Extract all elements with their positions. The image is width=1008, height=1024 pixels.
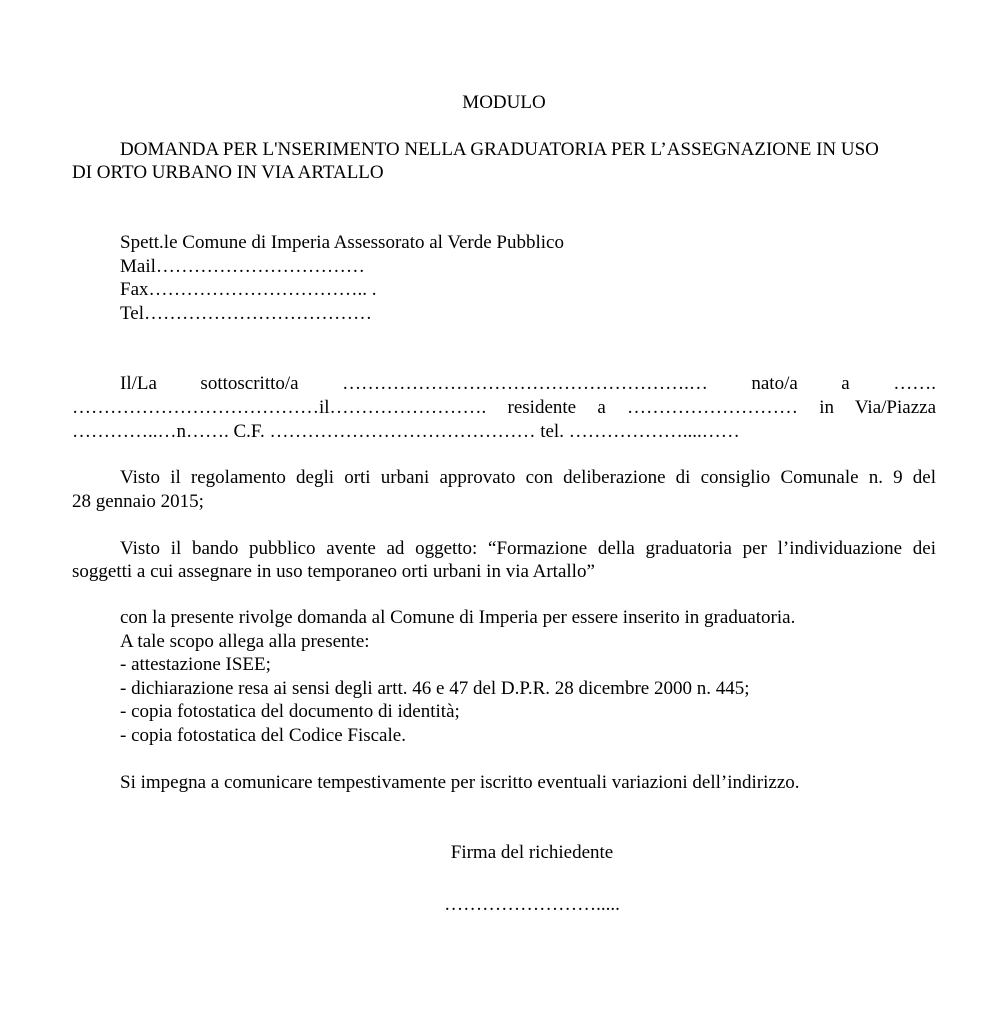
visto-bando-line-2: soggetti a cui assegnare in uso temporaneo orti urbani in via Artallo” (72, 561, 595, 582)
recipient-mail: Mail…………………………… (120, 256, 365, 277)
attachment-item: - attestazione ISEE; (120, 654, 271, 675)
recipient-fax: Fax…………………………….. . (120, 279, 377, 300)
visto-bando-line-1: Visto il bando pubblico avente ad oggetto: “Formazione della graduatoria per l’individuazione dei (120, 538, 936, 559)
attachment-item: - copia fotostatica del Codice Fiscale. (120, 725, 406, 746)
document-page (72, 0, 936, 1024)
visto-regolamento-line-1: Visto il regolamento degli orti urbani approvato con deliberazione di consiglio Comunale n. 9 del (120, 467, 936, 488)
commitment-text: Si impegna a comunicare tempestivamente per iscritto eventuali variazioni dell’indirizzo. (120, 772, 800, 793)
recipient-name: Spett.le Comune di Imperia Assessorato al Verde Pubblico (120, 232, 564, 253)
document-title: MODULO (462, 92, 546, 113)
subject-line-1: DOMANDA PER L'NSERIMENTO NELLA GRADUATORIA PER L’ASSEGNAZIONE IN USO (120, 139, 879, 160)
request-line-2: A tale scopo allega alla presente: (120, 631, 370, 652)
attachment-item: - dichiarazione resa ai sensi degli artt. 46 e 47 del D.P.R. 28 dicembre 2000 n. 445; (120, 678, 750, 699)
recipient-tel: Tel……………………………… (120, 303, 372, 324)
attachment-item: - copia fotostatica del documento di identità; (120, 701, 460, 722)
applicant-line-1: Il/La sottoscritto/a ……………………………………………….… nato/a a ……. (120, 373, 936, 394)
subject-line-2: DI ORTO URBANO IN VIA ARTALLO (72, 162, 384, 183)
signature-label: Firma del richiedente (450, 842, 614, 863)
applicant-line-3: …………..…n……. C.F. …………………………………… tel. ………………....…… (72, 421, 740, 442)
request-line-1: con la presente rivolge domanda al Comune di Imperia per essere inserito in graduatoria. (120, 607, 796, 628)
applicant-line-2: …………………………………il……………………. residente a ……………………… in Via/Piazza (72, 397, 936, 418)
signature-line: ……………………..... (444, 894, 620, 915)
visto-regolamento-line-2: 28 gennaio 2015; (72, 491, 204, 512)
